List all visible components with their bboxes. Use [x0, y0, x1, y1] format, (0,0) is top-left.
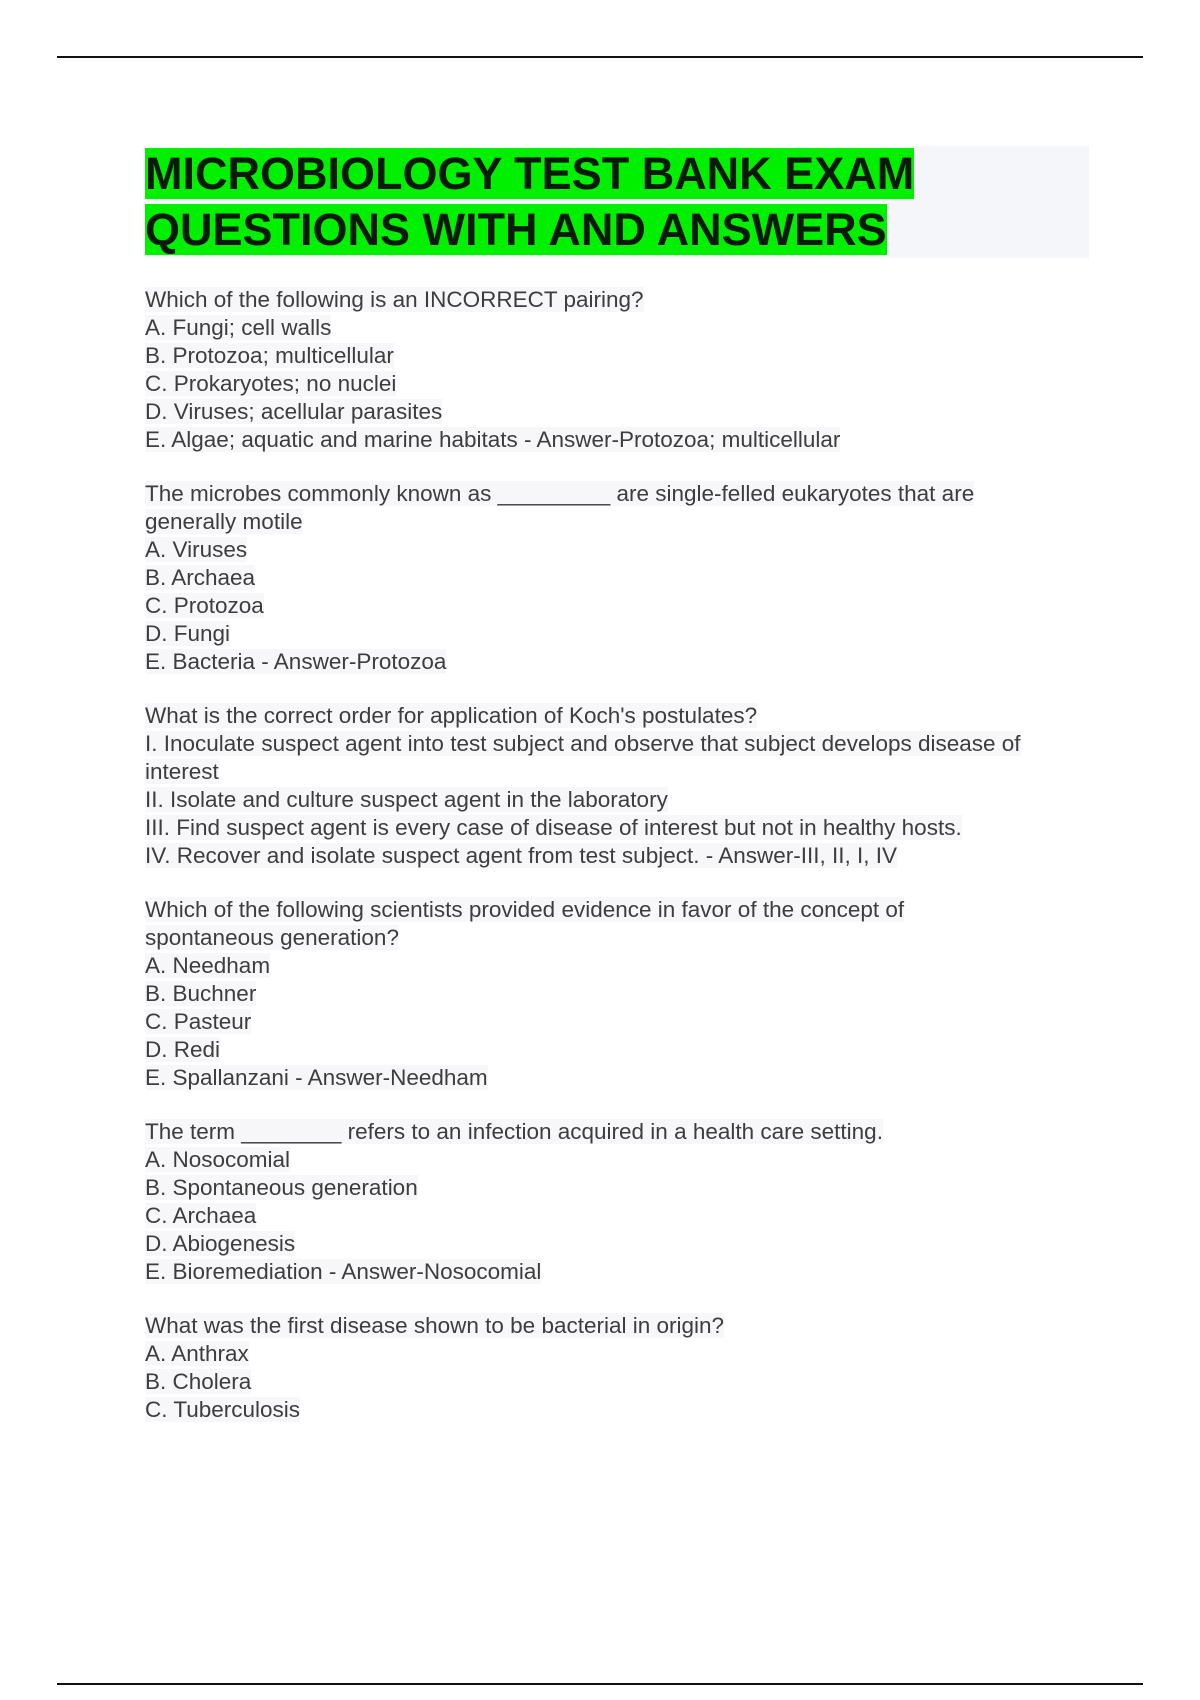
question-text	[145, 1312, 1089, 1340]
question-line-text: E. Spallanzani - Answer-Needham	[145, 1065, 488, 1090]
question-line-text: Which of the following is an INCORRECT pairing?	[145, 287, 644, 312]
question-line	[145, 1396, 1089, 1424]
header-rule	[57, 56, 1143, 58]
question-line-text: What was the first disease shown to be bacterial in origin?	[145, 1313, 725, 1338]
question-line-text: I. Inoculate suspect agent into test subject and observe that subject develops disease of	[145, 731, 1021, 756]
question-line-text: What is the correct order for application of Koch's postulates?	[145, 703, 758, 728]
question-line	[145, 814, 1089, 842]
question-line-text: D. Viruses; acellular parasites	[145, 399, 443, 424]
question-line-text: B. Archaea	[145, 565, 256, 590]
question-line	[145, 648, 1089, 676]
question-line-text: Which of the following scientists provided evidence in favor of the concept of	[145, 897, 905, 922]
question-line	[145, 1202, 1089, 1230]
question-line	[145, 1036, 1089, 1064]
question-line-text: The term ________ refers to an infection acquired in a health care setting.	[145, 1119, 883, 1144]
question-line-text: B. Cholera	[145, 1369, 252, 1394]
question-line-text: interest	[145, 759, 219, 784]
question-line-text: B. Buchner	[145, 981, 257, 1006]
question-line	[145, 398, 1089, 426]
question-line-text: D. Fungi	[145, 621, 231, 646]
question-line-text: A. Viruses	[145, 537, 248, 562]
question-line	[145, 1258, 1089, 1286]
question-line-text: B. Spontaneous generation	[145, 1175, 418, 1200]
question-line	[145, 564, 1089, 592]
question-text	[145, 702, 1089, 730]
question-block	[145, 1118, 1089, 1286]
question-block	[145, 286, 1089, 454]
question-line	[145, 786, 1089, 814]
question-line-text: E. Bioremediation - Answer-Nosocomial	[145, 1259, 542, 1284]
question-line-text: The microbes commonly known as _________ are single-felled eukaryotes that are	[145, 481, 975, 506]
document-title	[145, 146, 1089, 258]
question-text	[145, 1118, 1089, 1146]
title-block	[145, 146, 1089, 258]
question-block	[145, 1312, 1089, 1424]
question-line-text: E. Bacteria - Answer-Protozoa	[145, 649, 447, 674]
question-block	[145, 896, 1089, 1092]
question-line	[145, 1064, 1089, 1092]
question-block	[145, 702, 1089, 870]
question-line-text: II. Isolate and culture suspect agent in the laboratory	[145, 787, 668, 812]
question-line	[145, 980, 1089, 1008]
question-line	[145, 342, 1089, 370]
question-line	[145, 1230, 1089, 1258]
question-line	[145, 592, 1089, 620]
document-body	[145, 146, 1089, 1450]
question-list	[145, 286, 1089, 1424]
question-line	[145, 1146, 1089, 1174]
question-text	[145, 480, 1089, 508]
question-line-text: generally motile	[145, 509, 303, 534]
question-line	[145, 314, 1089, 342]
question-line	[145, 758, 1089, 786]
question-line	[145, 1368, 1089, 1396]
question-line	[145, 952, 1089, 980]
question-line-text: D. Redi	[145, 1037, 221, 1062]
question-line	[145, 508, 1089, 536]
title-line-2: QUESTIONS WITH AND ANSWERS	[145, 204, 887, 255]
question-text	[145, 896, 1089, 924]
question-line-text: C. Protozoa	[145, 593, 264, 618]
question-line	[145, 536, 1089, 564]
question-line	[145, 1008, 1089, 1036]
question-line-text: A. Anthrax	[145, 1341, 249, 1366]
question-line	[145, 620, 1089, 648]
question-line-text: C. Archaea	[145, 1203, 257, 1228]
question-line-text: C. Pasteur	[145, 1009, 252, 1034]
question-line-text: E. Algae; aquatic and marine habitats - Answer-Protozoa; multicellular	[145, 427, 841, 452]
question-line	[145, 370, 1089, 398]
question-line	[145, 426, 1089, 454]
question-line	[145, 1174, 1089, 1202]
question-line-text: C. Prokaryotes; no nuclei	[145, 371, 397, 396]
question-line	[145, 730, 1089, 758]
question-line	[145, 1340, 1089, 1368]
question-line-text: D. Abiogenesis	[145, 1231, 296, 1256]
question-line-text: B. Protozoa; multicellular	[145, 343, 394, 368]
footer-rule	[57, 1683, 1143, 1685]
question-line-text: A. Needham	[145, 953, 271, 978]
question-line-text: IV. Recover and isolate suspect agent from test subject. - Answer-III, II, I, IV	[145, 843, 898, 868]
question-line	[145, 842, 1089, 870]
question-line-text: A. Fungi; cell walls	[145, 315, 332, 340]
question-line-text: A. Nosocomial	[145, 1147, 291, 1172]
question-line	[145, 924, 1089, 952]
question-text	[145, 286, 1089, 314]
title-line-1: MICROBIOLOGY TEST BANK EXAM	[145, 148, 915, 199]
question-line-text: C. Tuberculosis	[145, 1397, 301, 1422]
question-line-text: III. Find suspect agent is every case of disease of interest but not in healthy hosts.	[145, 815, 962, 840]
question-line-text: spontaneous generation?	[145, 925, 399, 950]
question-block	[145, 480, 1089, 676]
